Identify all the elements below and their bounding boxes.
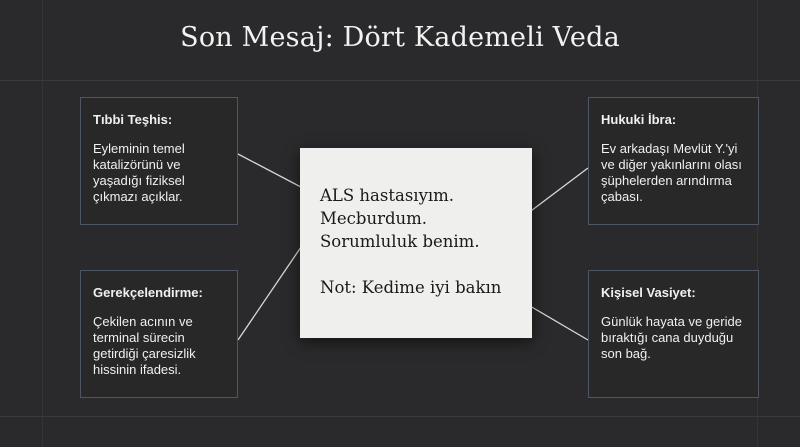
note-postscript: Not: Kedime iyi bakın	[320, 278, 502, 297]
box-text: Günlük hayata ve geride bıraktığı cana duyduğu son bağ.	[601, 314, 742, 361]
note-gap	[320, 253, 532, 276]
note-line: Mecburdum.	[320, 209, 428, 228]
box-heading: Tıbbi Teşhis:	[93, 112, 173, 127]
box-text: Çekilen acının ve terminal sürecin getirdiği çaresizlik hissinin ifadesi.	[93, 314, 196, 377]
box-medical-diagnosis	[80, 97, 238, 225]
suicide-note-paper	[300, 148, 532, 338]
box-heading: Hukuki İbra:	[601, 112, 677, 127]
box-text: Eyleminin temel katalizörünü ve yaşadığı fiziksel çıkmazı açıklar.	[93, 141, 185, 204]
box-justification	[80, 270, 238, 398]
box-heading: Gerekçelendirme:	[93, 285, 203, 300]
box-text: Ev arkadaşı Mevlüt Y.'yi ve diğer yakınlarını olası şüphelerden arındırma çabası.	[601, 141, 742, 204]
note-line: ALS hastasıyım.	[320, 186, 455, 205]
note-line: Sorumluluk benim.	[320, 232, 480, 251]
box-heading: Kişisel Vasiyet:	[601, 285, 696, 300]
page-title: Son Mesaj: Dört Kademeli Veda	[180, 22, 620, 53]
box-legal-release	[588, 97, 759, 225]
box-personal-will	[588, 270, 759, 398]
